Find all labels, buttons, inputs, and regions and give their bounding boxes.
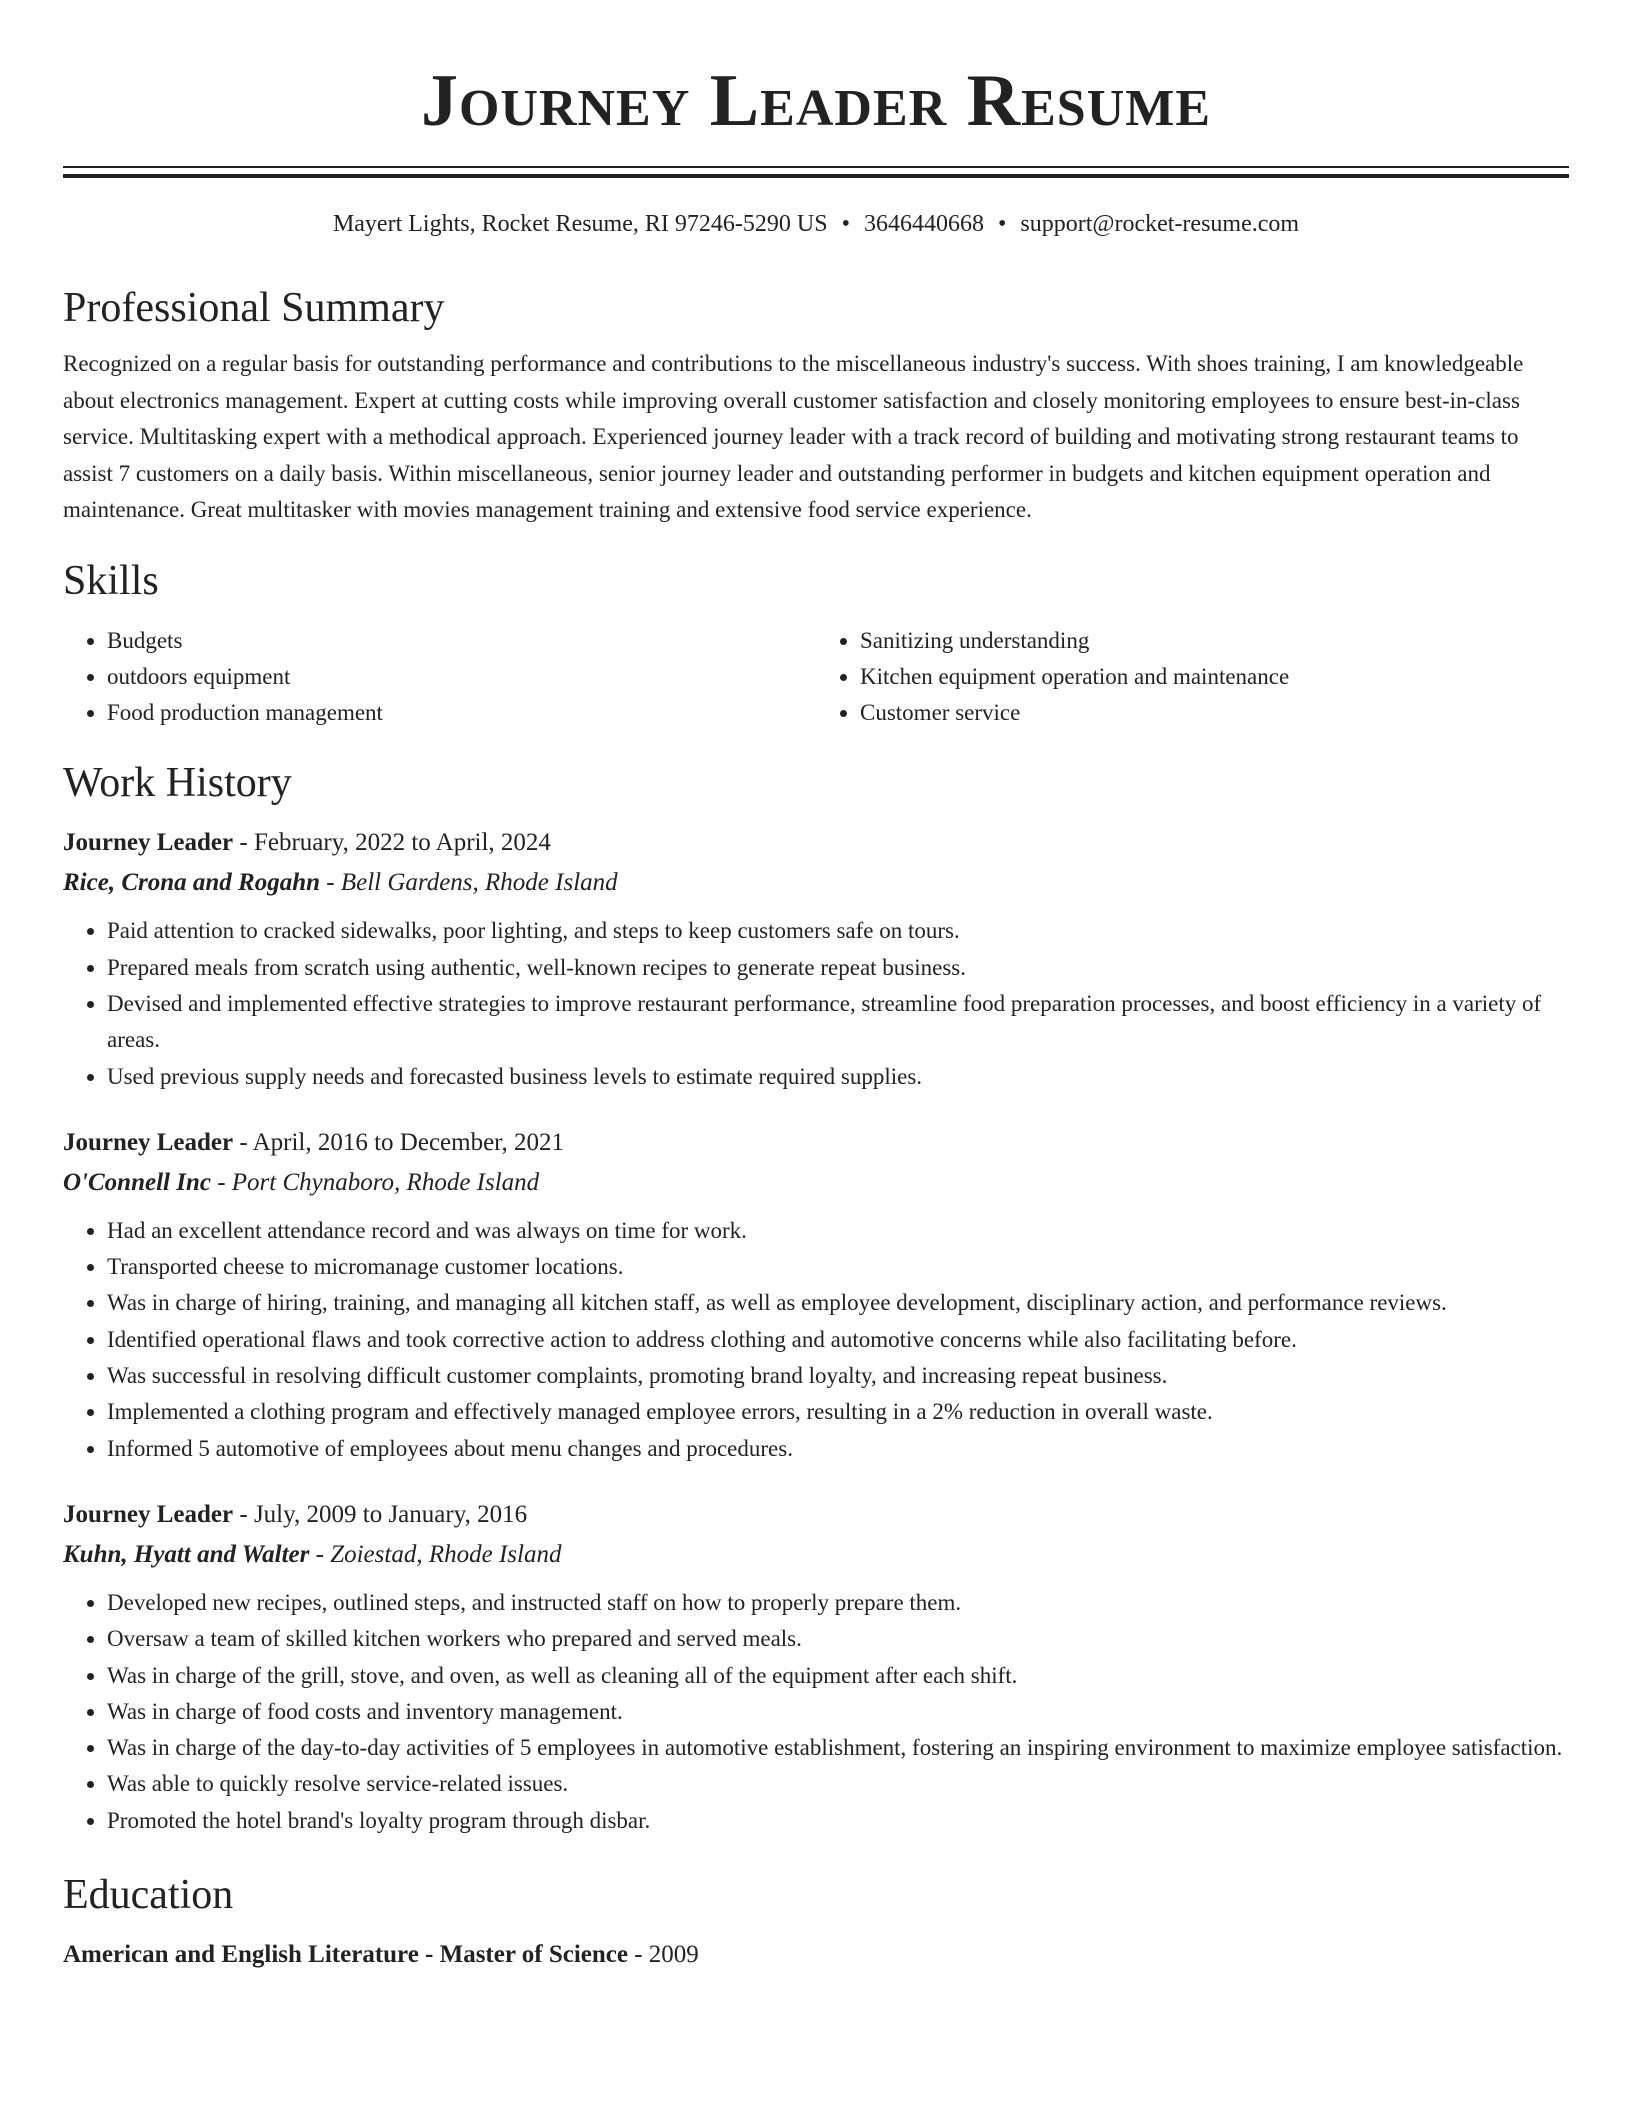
job-bullet: • Was in charge of the day-to-day activities of 5 employees in automotive establishment, fostering an inspiring environment to maximize employee satisfaction. xyxy=(107,1730,1569,1766)
job-bullet: • Informed 5 automotive of employees about menu changes and procedures. xyxy=(107,1431,1569,1467)
skill-item: • Food production management xyxy=(107,695,816,731)
education-heading: Education xyxy=(63,1872,234,1919)
skill-item: • Kitchen equipment operation and maintenance xyxy=(860,659,1569,695)
job-bullet: • Used previous supply needs and forecasted business levels to estimate required supplies. xyxy=(107,1059,1569,1095)
job-company: O'Connell Inc xyxy=(63,1168,211,1196)
job-bullet: • Was able to quickly resolve service-related issues. xyxy=(107,1766,1569,1802)
job-bullets xyxy=(63,1213,1569,1467)
job-dates: - February, 2022 to April, 2024 xyxy=(233,829,551,857)
contact-phone: 3646440668 xyxy=(863,211,984,237)
job-bullet: • Identified operational flaws and took corrective action to address clothing and automotive concerns while also facilitating before. xyxy=(107,1322,1569,1358)
contact-separator: • xyxy=(997,211,1007,237)
skill-item: • outdoors equipment xyxy=(107,659,816,695)
contact-email: support@rocket-resume.com xyxy=(1020,211,1300,237)
job-bullet: • Had an excellent attendance record and was always on time for work. xyxy=(107,1213,1569,1249)
job-role: Journey Leader xyxy=(63,1500,234,1528)
summary-heading: Professional Summary xyxy=(63,285,445,331)
job-bullet: • Was in charge of food costs and inventory management. xyxy=(107,1694,1569,1730)
job-entry xyxy=(63,1495,1569,1839)
skill-item: • Customer service xyxy=(860,695,1569,731)
divider-thin-line xyxy=(63,166,1569,168)
resume-title: Journey Leader Resume xyxy=(420,60,1212,142)
job-company-line xyxy=(63,1535,1569,1575)
skill-item: • Sanitizing understanding xyxy=(860,623,1569,659)
job-bullet: • Paid attention to cracked sidewalks, poor lighting, and steps to keep customers safe on tours. xyxy=(107,913,1569,949)
skill-item: • Budgets xyxy=(107,623,816,659)
job-company-line xyxy=(63,863,1569,903)
contact-line xyxy=(63,208,1569,240)
job-bullets xyxy=(63,1585,1569,1839)
work-history-section xyxy=(63,755,1569,1839)
job-header xyxy=(63,1123,1569,1163)
job-dates: - April, 2016 to December, 2021 xyxy=(233,1128,564,1156)
job-dates: - July, 2009 to January, 2016 xyxy=(233,1500,528,1528)
divider-thick-line xyxy=(63,174,1569,178)
job-role: Journey Leader xyxy=(63,1128,234,1156)
skills-heading: Skills xyxy=(63,557,159,604)
job-entry xyxy=(63,1123,1569,1467)
job-bullet: • Was in charge of hiring, training, and managing all kitchen staff, as well as employee development, disciplinary action, and performance reviews. xyxy=(107,1285,1569,1321)
job-location: - Port Chynaboro, Rhode Island xyxy=(210,1168,540,1196)
job-company: Kuhn, Hyatt and Walter xyxy=(63,1540,310,1568)
job-bullet: • Developed new recipes, outlined steps, and instructed staff on how to properly prepare them. xyxy=(107,1585,1569,1621)
job-bullet: • Was in charge of the grill, stove, and oven, as well as cleaning all of the equipment after each shift. xyxy=(107,1658,1569,1694)
title-divider xyxy=(63,166,1569,178)
education-entry xyxy=(63,1935,1569,1975)
job-bullet: • Was successful in resolving difficult customer complaints, promoting brand loyalty, and increasing repeat business. xyxy=(107,1358,1569,1394)
summary-section xyxy=(63,280,1569,529)
job-header xyxy=(63,1495,1569,1535)
job-location: - Zoiestad, Rhode Island xyxy=(309,1540,562,1568)
job-bullet: • Transported cheese to micromanage customer locations. xyxy=(107,1249,1569,1285)
contact-address: Mayert Lights, Rocket Resume, RI 97246-5290 US xyxy=(332,211,828,237)
job-bullets xyxy=(63,913,1569,1094)
job-bullet: • Promoted the hotel brand's loyalty program through disbar. xyxy=(107,1803,1569,1839)
job-bullet: • Implemented a clothing program and effectively managed employee errors, resulting in a 2% reduction in overall waste. xyxy=(107,1394,1569,1430)
job-role: Journey Leader xyxy=(63,829,234,857)
skills-list-right xyxy=(816,623,1569,732)
skills-section xyxy=(63,553,1569,732)
job-company-line xyxy=(63,1163,1569,1203)
skills-grid xyxy=(63,623,1569,732)
education-year: - 2009 xyxy=(627,1941,699,1969)
job-location: - Bell Gardens, Rhode Island xyxy=(320,869,618,897)
job-bullet: • Prepared meals from scratch using authentic, well-known recipes to generate repeat business. xyxy=(107,950,1569,986)
job-bullet: • Devised and implemented effective strategies to improve restaurant performance, streamline food preparation processes, and boost efficiency in a variety of areas. xyxy=(107,986,1569,1059)
education-degree: American and English Literature - Master of Science xyxy=(63,1941,628,1969)
job-entry xyxy=(63,823,1569,1094)
job-header xyxy=(63,823,1569,863)
education-section xyxy=(63,1867,1569,1975)
summary-text: Recognized on a regular basis for outstanding performance and contributions to the miscellaneous industry's success. With shoes training, I am knowledgeable about electronics management. Expert at cutting costs while improving overall customer satisfaction and closely monitoring employees to ensure best-in-class service. Multitasking expert with a methodical approach. Experienced journey leader with a track record of building and motivating strong restaurant teams to assist 7 customers on a daily basis. Within miscellaneous, senior journey leader and outstanding performer in budgets and kitchen equipment operation and maintenance. Great multitasker with movies management training and extensive food service experience. xyxy=(63,351,1524,522)
job-bullet: • Oversaw a team of skilled kitchen workers who prepared and served meals. xyxy=(107,1621,1569,1657)
skills-list-left xyxy=(63,623,816,732)
job-company: Rice, Crona and Rogahn xyxy=(63,869,321,897)
contact-separator: • xyxy=(841,211,850,237)
work-history-heading: Work History xyxy=(63,760,292,807)
